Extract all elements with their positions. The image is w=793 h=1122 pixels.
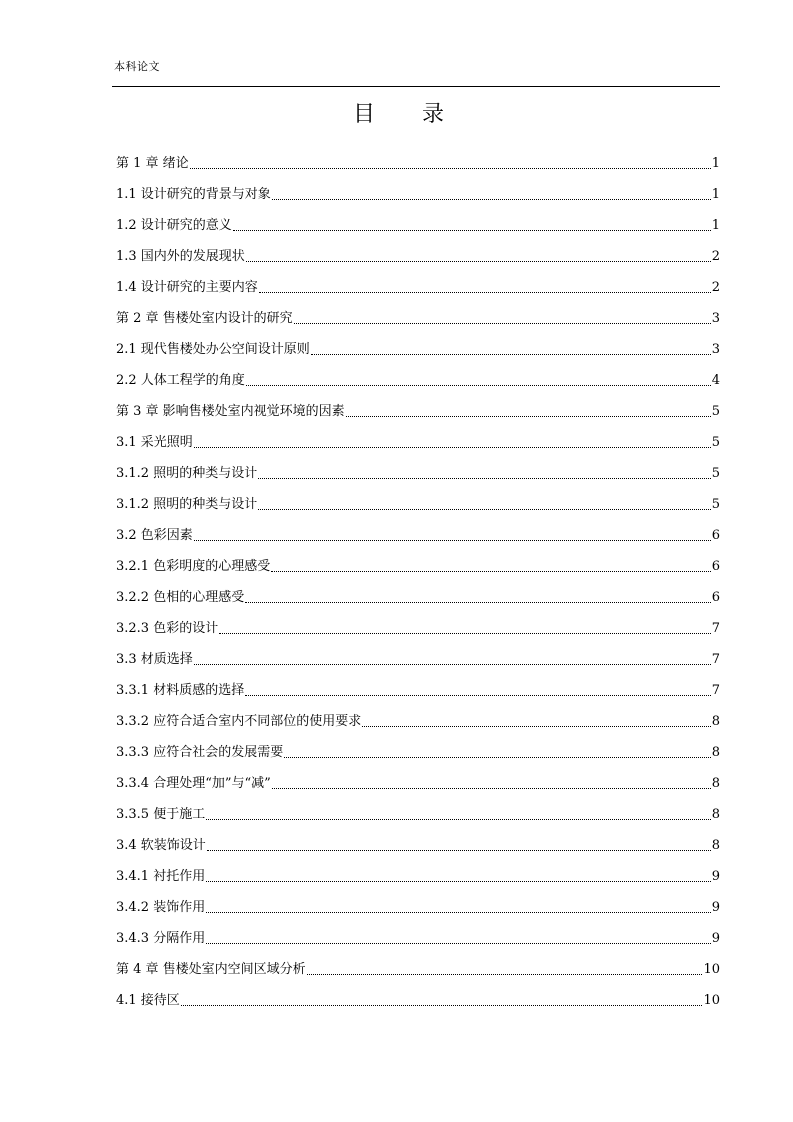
toc-entry-page-number: 2 [711, 249, 720, 264]
toc-entry-title: 第 1 章 绪论 [116, 156, 189, 171]
toc-entry[interactable] [116, 731, 720, 762]
toc-entry[interactable] [116, 390, 720, 421]
page-header: 本科论文 [114, 60, 160, 73]
toc-dot-leader [206, 943, 711, 944]
toc-dot-leader [246, 385, 711, 386]
toc-dot-leader [284, 757, 711, 758]
toc-dot-leader [346, 416, 711, 417]
toc-dot-leader [258, 509, 711, 510]
toc-entry[interactable] [116, 173, 720, 204]
toc-entry[interactable] [116, 917, 720, 948]
toc-entry-page-number: 8 [711, 838, 720, 853]
toc-entry-page-number: 9 [711, 900, 720, 915]
toc-dot-leader [294, 323, 711, 324]
toc-dot-leader [206, 819, 711, 820]
toc-dot-leader [207, 850, 711, 851]
toc-entry-page-number: 7 [711, 621, 720, 636]
toc-entry-page-number: 6 [711, 590, 720, 605]
toc-entry-title: 3.3.3 应符合社会的发展需要 [116, 745, 284, 760]
toc-entry[interactable] [116, 297, 720, 328]
toc-entry-title: 3.4.2 装饰作用 [116, 900, 206, 915]
toc-entry[interactable] [116, 328, 720, 359]
toc-entry[interactable] [116, 483, 720, 514]
toc-dot-leader [258, 478, 711, 479]
toc-entry[interactable] [116, 793, 720, 824]
toc-dot-leader [259, 292, 711, 293]
toc-entry[interactable] [116, 979, 720, 1010]
toc-entry-page-number: 7 [711, 652, 720, 667]
toc-entry[interactable] [116, 204, 720, 235]
toc-entry-page-number: 5 [711, 404, 720, 419]
toc-entry[interactable] [116, 607, 720, 638]
toc-entry-page-number: 8 [711, 714, 720, 729]
toc-entry-page-number: 10 [703, 962, 720, 977]
toc-dot-leader [271, 571, 711, 572]
toc-entry-page-number: 1 [711, 187, 720, 202]
toc-entry-title: 1.2 设计研究的意义 [116, 218, 232, 233]
toc-entry-page-number: 9 [711, 931, 720, 946]
toc-entry[interactable] [116, 514, 720, 545]
toc-entry-page-number: 5 [711, 466, 720, 481]
toc-entry-title: 3.2.3 色彩的设计 [116, 621, 219, 636]
toc-entry-title: 3.1 采光照明 [116, 435, 193, 450]
toc-entry-page-number: 8 [711, 807, 720, 822]
toc-entry-title: 3.3 材质选择 [116, 652, 193, 667]
toc-dot-leader [362, 726, 711, 727]
toc-entry-title: 3.2 色彩因素 [116, 528, 193, 543]
toc-entry-page-number: 6 [711, 528, 720, 543]
toc-entry-page-number: 9 [711, 869, 720, 884]
toc-entry-title: 第 2 章 售楼处室内设计的研究 [116, 311, 293, 326]
toc-dot-leader [181, 1005, 703, 1006]
toc-dot-leader [311, 354, 711, 355]
toc-dot-leader [246, 261, 711, 262]
toc-entry-title: 3.4.1 衬托作用 [116, 869, 206, 884]
toc-entry-title: 3.3.1 材料质感的选择 [116, 683, 245, 698]
toc-entry[interactable] [116, 452, 720, 483]
header-rule [112, 86, 720, 87]
toc-entry[interactable] [116, 948, 720, 979]
toc-entry[interactable] [116, 669, 720, 700]
toc-entry-page-number: 1 [711, 218, 720, 233]
toc-dot-leader [272, 199, 711, 200]
toc-entry[interactable] [116, 266, 720, 297]
toc-entry-title: 3.4.3 分隔作用 [116, 931, 206, 946]
toc-entry-page-number: 1 [711, 156, 720, 171]
toc-entry-page-number: 3 [711, 311, 720, 326]
toc-dot-leader [245, 602, 711, 603]
toc-entry-title: 3.3.4 合理处理“加”与“减” [116, 776, 271, 791]
toc-dot-leader [307, 974, 703, 975]
toc-entry-title: 第 3 章 影响售楼处室内视觉环境的因素 [116, 404, 345, 419]
toc-entry-title: 1.1 设计研究的背景与对象 [116, 187, 271, 202]
toc-entry-title: 2.1 现代售楼处办公空间设计原则 [116, 342, 310, 357]
toc-entry-title: 3.3.2 应符合适合室内不同部位的使用要求 [116, 714, 362, 729]
toc-dot-leader [194, 540, 711, 541]
toc-dot-leader [233, 230, 711, 231]
toc-entry-title: 3.2.1 色彩明度的心理感受 [116, 559, 271, 574]
toc-entry-title: 2.2 人体工程学的角度 [116, 373, 245, 388]
toc-entry-page-number: 5 [711, 435, 720, 450]
toc-entry[interactable] [116, 235, 720, 266]
toc-entry[interactable] [116, 762, 720, 793]
toc-dot-leader [272, 788, 711, 789]
toc-entry-page-number: 5 [711, 497, 720, 512]
toc-entry-title: 1.3 国内外的发展现状 [116, 249, 245, 264]
toc-dot-leader [194, 447, 711, 448]
toc-dot-leader [245, 695, 711, 696]
toc-entry[interactable] [116, 421, 720, 452]
toc-dot-leader [190, 168, 711, 169]
toc-entry-page-number: 7 [711, 683, 720, 698]
toc-dot-leader [194, 664, 711, 665]
toc-entry-title: 1.4 设计研究的主要内容 [116, 280, 258, 295]
toc-dot-leader [206, 881, 711, 882]
toc-title: 目 录 [353, 102, 464, 127]
toc-dot-leader [219, 633, 711, 634]
toc-entry-title: 3.3.5 便于施工 [116, 807, 206, 822]
toc-entry-page-number: 8 [711, 745, 720, 760]
toc-entry[interactable] [116, 142, 720, 173]
toc-entry[interactable] [116, 359, 720, 390]
toc-entry-title: 3.4 软装饰设计 [116, 838, 206, 853]
toc-entry-title: 3.2.2 色相的心理感受 [116, 590, 245, 605]
toc-entry-title: 3.1.2 照明的种类与设计 [116, 497, 258, 512]
toc-entry[interactable] [116, 545, 720, 576]
toc-dot-leader [206, 912, 711, 913]
toc-entry-page-number: 10 [703, 993, 720, 1008]
toc-entry-title: 4.1 接待区 [116, 993, 180, 1008]
toc-entry-page-number: 4 [711, 373, 720, 388]
toc-entry-page-number: 3 [711, 342, 720, 357]
toc-entry-title: 3.1.2 照明的种类与设计 [116, 466, 258, 481]
toc-entry[interactable] [116, 700, 720, 731]
toc-entry[interactable] [116, 824, 720, 855]
toc-entry-title: 第 4 章 售楼处室内空间区域分析 [116, 962, 306, 977]
toc-entry[interactable] [116, 576, 720, 607]
toc-entry-page-number: 2 [711, 280, 720, 295]
toc-entry[interactable] [116, 638, 720, 669]
toc-entry[interactable] [116, 855, 720, 886]
toc-entry-page-number: 8 [711, 776, 720, 791]
table-of-contents [116, 142, 720, 1010]
toc-entry-page-number: 6 [711, 559, 720, 574]
toc-entry[interactable] [116, 886, 720, 917]
